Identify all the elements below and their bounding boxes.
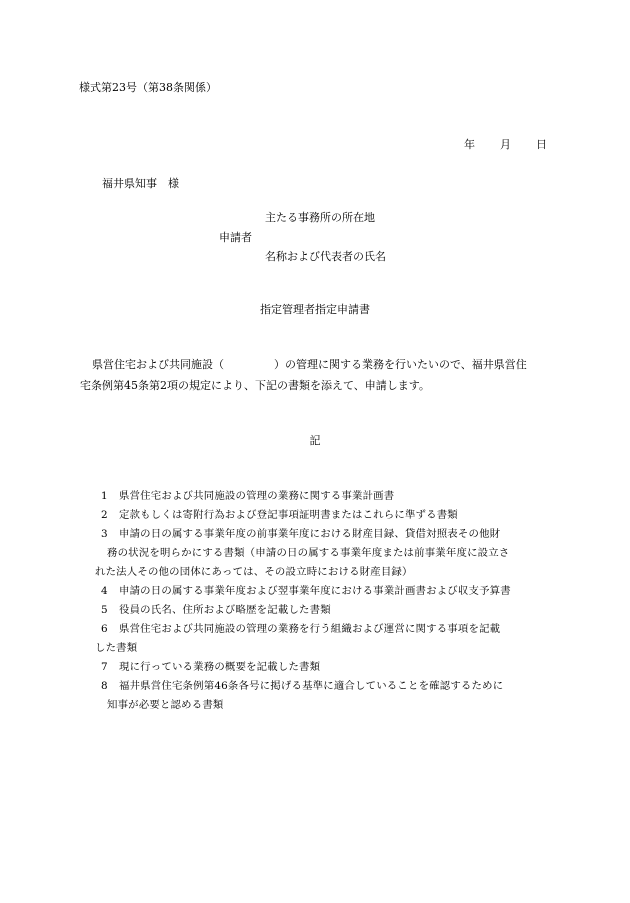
list-item-6: [101, 624, 500, 634]
item-text: 役員の氏名、住所および略歴を記載した書類: [119, 604, 331, 616]
item-text: 県営住宅および共同施設の管理の業務を行う組織および運営に関する事項を記載: [119, 623, 501, 635]
list-item-7: [101, 662, 320, 672]
item-text: 定款もしくは寄附行為および登記事項証明書またはこれらに準ずる書類: [119, 509, 458, 521]
item-number: 3: [101, 528, 108, 540]
applicant-role-label: 申請者: [219, 231, 252, 244]
list-item-3-cont-2: れた法人その他の団体にあっては、その設立時における財産目録）: [95, 566, 413, 578]
item-number: 2: [101, 509, 108, 521]
list-item-3-cont-1: 務の状況を明らかにする書類（申請の日の属する事業年度または前事業年度に設立さ: [107, 547, 510, 559]
item-number: 8: [101, 680, 108, 692]
item-text: 県営住宅および共同施設の管理の業務に関する事業計画書: [119, 490, 395, 502]
item-text: 現に行っている業務の概要を記載した書類: [119, 661, 321, 673]
item-number: 7: [101, 661, 108, 673]
body-line-1: [92, 359, 527, 370]
list-item-6-cont-1: した書類: [95, 642, 138, 654]
item-number: 4: [101, 585, 108, 597]
list-item-3: [101, 529, 500, 539]
item-text: 福井県営住宅条例第46条各号に掲げる基準に適合していることを確認するために: [119, 680, 504, 692]
ki-heading: 記: [309, 434, 321, 447]
item-number: 6: [101, 623, 108, 635]
body-line-1-pre: 県営住宅および共同施設（: [92, 358, 224, 371]
date-month: 月: [500, 138, 511, 151]
body-line-2: 宅条例第45条第2項の規定により、下記の書類を添えて、申請します。: [80, 379, 430, 392]
list-item-8-cont-1: 知事が必要と認める書類: [107, 699, 224, 711]
applicant-name-label: 名称および代表者の氏名: [265, 250, 386, 263]
body-line-1-post: ）の管理に関する業務を行いたいので、福井県営住: [274, 358, 527, 371]
list-item-4: [101, 586, 511, 596]
date-day: 日: [536, 138, 547, 151]
document-title: 指定管理者指定申請書: [260, 303, 370, 316]
list-item-1: [101, 491, 394, 501]
list-item-2: [101, 510, 458, 520]
applicant-address-label: 主たる事務所の所在地: [265, 211, 375, 224]
item-text: 申請の日の属する事業年度の前事業年度における財産目録、貸借対照表その他財: [119, 528, 501, 540]
list-item-8: [101, 681, 503, 691]
date-year: 年: [464, 138, 475, 151]
item-number: 5: [101, 604, 108, 616]
form-number: 様式第23号（第38条関係）: [79, 81, 217, 94]
list-item-5: [101, 605, 331, 615]
item-text: 申請の日の属する事業年度および翌事業年度における事業計画書および収支予算書: [119, 585, 511, 597]
addressee: 福井県知事 様: [102, 177, 179, 190]
item-number: 1: [101, 490, 108, 502]
